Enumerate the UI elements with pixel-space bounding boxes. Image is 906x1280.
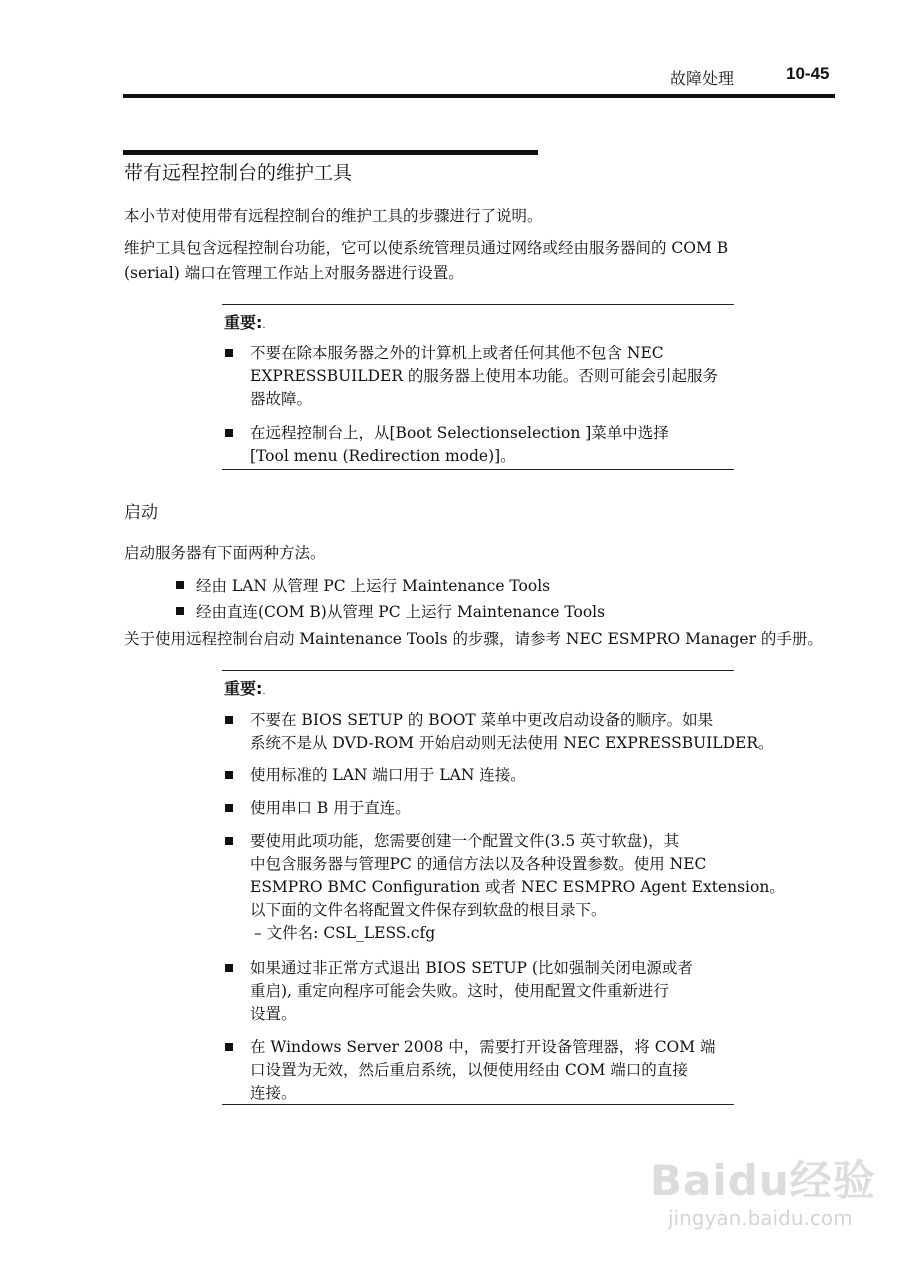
bullet-icon [225, 964, 233, 972]
bullet-icon [176, 607, 184, 615]
header-divider [123, 94, 835, 98]
watermark-url: jingyan.baidu.com [668, 1206, 853, 1230]
note2-item-2: 使用标准的 LAN 端口用于 LAN 连接。 [250, 766, 526, 784]
note2-item-5: 如果通过非正常方式退出 BIOS SETUP (比如强制关闭电源或者 重启), 重定向程序可能会失败。这时，使用配置文件重新进行 设置。 [250, 959, 693, 1023]
running-header-section: 故障处理 [670, 69, 735, 88]
bullet-icon [225, 429, 233, 437]
startup-method-1: 经由 LAN 从管理 PC 上运行 Maintenance Tools [196, 577, 551, 595]
note1-top-rule [222, 304, 734, 305]
startup-heading: 启动 [124, 503, 158, 523]
bullet-icon [176, 581, 184, 589]
bullet-icon [225, 716, 233, 724]
note2-title: 重要:. [224, 679, 266, 698]
note2-item-3: 使用串口 B 用于直连。 [250, 799, 411, 817]
section-intro: 本小节对使用带有远程控制台的维护工具的步骤进行了说明。 [124, 207, 543, 225]
startup-intro: 启动服务器有下面两种方法。 [124, 544, 326, 562]
startup-reference: 关于使用远程控制台启动 Maintenance Tools 的步骤，请参考 NEC ESMPRO Manager 的手册。 [124, 630, 823, 648]
section-title: 带有远程控制台的维护工具 [124, 162, 353, 184]
section-title-bar [123, 150, 538, 155]
note1-item-1: 不要在除本服务器之外的计算机上或者任何其他不包含 NEC EXPRESSBUILDER 的服务器上使用本功能。否则可能会引起服务 器故障。 [250, 344, 718, 408]
page-number: 10-45 [786, 64, 830, 83]
bullet-icon [225, 1043, 233, 1051]
note2-item-6: 在 Windows Server 2008 中，需要打开设备管理器，将 COM 端 口设置为无效，然后重启系统，以便使用经由 COM 端口的直接 连接。 [250, 1038, 716, 1102]
section-desc-line-2: (serial) 端口在管理工作站上对服务器进行设置。 [124, 264, 464, 282]
startup-method-2: 经由直连(COM B)从管理 PC 上运行 Maintenance Tools [196, 603, 606, 621]
note2-top-rule [222, 670, 734, 671]
bullet-icon [225, 837, 233, 845]
section-desc-line-1: 维护工具包含远程控制台功能，它可以使系统管理员通过网络或经由服务器间的 COM B [124, 239, 729, 257]
note1-title: 重要:. [224, 313, 266, 332]
note2-item-1: 不要在 BIOS SETUP 的 BOOT 菜单中更改启动设备的顺序。如果 系统不是从 DVD-ROM 开始启动则无法使用 NEC EXPRESSBUILDER。 [250, 711, 774, 752]
bullet-icon [225, 349, 233, 357]
bullet-icon [225, 804, 233, 812]
note2-bottom-rule [222, 1104, 734, 1105]
note1-item-2: 在远程控制台上，从[Boot Selectionselection ]菜单中选择 [Tool menu (Redirection mode)]。 [250, 424, 669, 465]
bullet-icon [225, 771, 233, 779]
note2-item-4: 要使用此项功能，您需要创建一个配置文件(3.5 英寸软盘)，其 中包含服务器与管理PC 的通信方法以及各种设置参数。使用 NEC ESMPRO BMC Configuration 或者 NEC ESMPRO Agent Extension。 以下面的文件名将配置文件保存到软盘的根目录下。 – 文件名: CSL_LESS.cfg [250, 832, 785, 942]
watermark-logo: Baidu经验 [650, 1156, 876, 1205]
note1-bottom-rule [222, 469, 734, 470]
